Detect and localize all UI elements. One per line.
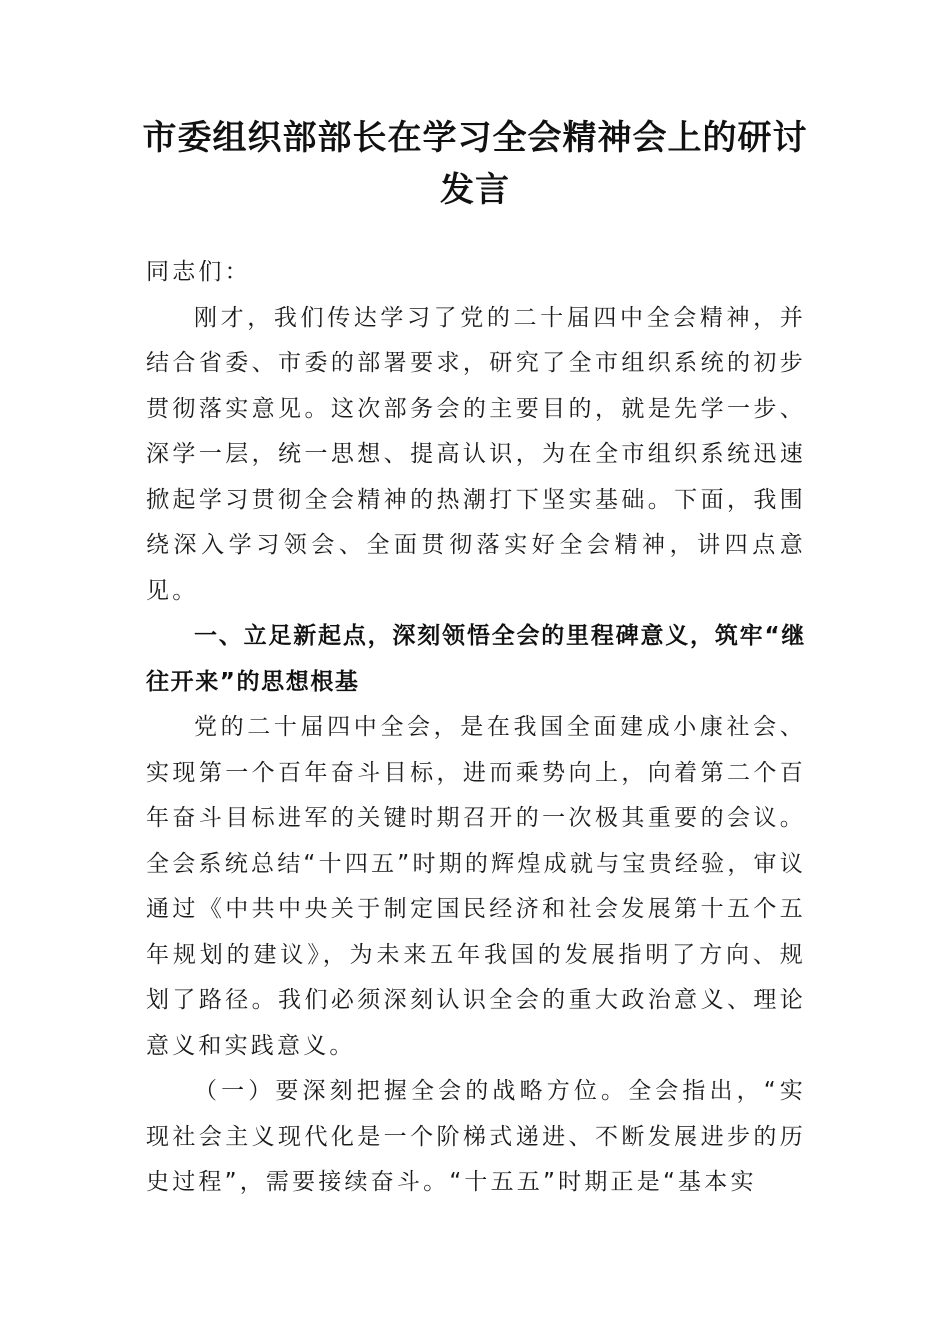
document-body — [146, 250, 806, 1206]
section-1-paragraph: 党的二十届四中全会，是在我国全面建成小康社会、实现第一个百年奋斗目标，进而乘势向上，向着第二个百年奋斗目标进军的关键时期召开的一次极其重要的会议。全会系统总结“十四五”时期的辉煌成就与宝贵经验，审议通过《中共中央关于制定国民经济和社会发展第十五个五年规划的建议》，为未来五年我国的发展指明了方向、规划了路径。我们必须深刻认识全会的重大政治意义、理论意义和实践意义。 — [146, 714, 806, 1059]
subsection-1-paragraph — [146, 1069, 806, 1206]
salutation: 同志们： — [146, 259, 251, 285]
document-title: 市委组织部部长在学习全会精神会上的研讨发言 — [142, 118, 808, 210]
section-1-heading: 一、立足新起点，深刻领悟全会的里程碑意义，筑牢“继往开来”的思想根基 — [146, 623, 806, 695]
subsection-1-body: 全会指出，“实现社会主义现代化是一个阶梯式递进、不断发展进步的历史过程”，需要接续奋斗。“十五五”时期正是“基本实 — [146, 1078, 806, 1195]
intro-paragraph: 刚才，我们传达学习了党的二十届四中全会精神，并结合省委、市委的部署要求，研究了全市组织系统的初步贯彻落实意见。这次部务会的主要目的，就是先学一步、深学一层，统一思想、提高认识，为在全市组织系统迅速掀起学习贯彻全会精神的热潮打下坚实基础。下面，我围绕深入学习领会、全面贯彻落实好全会精神，讲四点意见。 — [146, 304, 806, 604]
subsection-1-lead: （一）要深刻把握全会的战略方位。 — [194, 1078, 629, 1104]
